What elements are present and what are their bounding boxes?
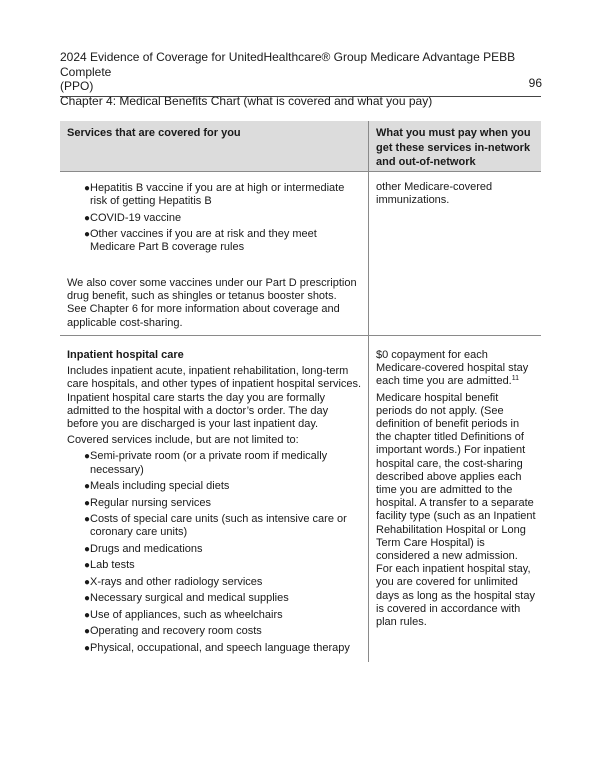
copayment-text: $0 copayment for each Medicare-covered hospital stay each time you are admitted.$^{11}$ xyxy=(376,349,529,388)
column-header-services: Services that are covered for you xyxy=(67,127,241,139)
page-header xyxy=(60,50,542,108)
document-title-continued: (PPO) xyxy=(60,79,94,93)
header-divider xyxy=(60,96,541,97)
benefits-table xyxy=(60,121,541,662)
list-item: ● Hepatitis B vaccine if you are at high or intermediate risk of getting Hepatitis B xyxy=(84,182,345,208)
list-item: ● Lab tests xyxy=(84,559,135,572)
footnote-marker: 11 xyxy=(511,375,520,383)
row2-services xyxy=(67,349,362,658)
list-item: ● Meals including special diets xyxy=(84,480,230,493)
table-header-row xyxy=(60,121,541,171)
inpatient-description: Includes inpatient acute, inpatient rehabilitation, long-term care hospitals, and other types of inpatient hospital services. Inpatient hospital care starts the day you are formally admitted to the hospital with a doctor’s order. The day before you are discharged is your last inpatient day. xyxy=(67,365,362,431)
covered-services-list xyxy=(84,450,362,655)
list-item: ● Other vaccines if you are at risk and they meet Medicare Part B coverage rules xyxy=(84,228,317,254)
document-title: 2024 Evidence of Coverage for UnitedHealthcare® Group Medicare Advantage PEBB Complete xyxy=(60,50,516,79)
list-item: ● COVID-19 vaccine xyxy=(84,211,182,224)
chapter-title: Chapter 4: Medical Benefits Chart (what is covered and what you pay) xyxy=(60,93,433,108)
list-item: ● Drugs and medications xyxy=(84,542,203,555)
list-item: ● Use of appliances, such as wheelchairs xyxy=(84,608,283,621)
list-item: ● Semi-private room (or a private room if medically necessary) xyxy=(84,450,328,476)
benefit-periods-text: Medicare hospital benefit periods do not apply. (See definition of benefit periods in the chapter titled Definitions of important words.) For inpatient hospital care, the cost-sharing described above applies each time you are admitted to the hospital. A transfer to a separate facility type (such as an Inpatient Rehabilitation Hospital or Long Term Care Hospital) is considered a new admission. For each inpatient hospital stay, you are covered for unlimited days as long as the hospital stay is covered in accordance with plan rules. xyxy=(376,391,536,629)
column-header-cost: What you must pay when you get these services in-network and out-of-network xyxy=(376,127,531,168)
list-item: ● Operating and recovery room costs xyxy=(84,625,262,638)
header-bottom-border xyxy=(60,171,541,172)
section-title: Inpatient hospital care xyxy=(67,349,184,361)
page-number: 96 xyxy=(528,76,542,90)
list-item: ● Necessary surgical and medical supplies xyxy=(84,592,289,605)
list-item: ● Physical, occupational, and speech language therapy xyxy=(84,641,350,654)
row-divider xyxy=(60,335,541,336)
row1-vaccine-note: We also cover some vaccines under our Part D prescription drug benefit, such as shingles or tetanus booster shots. See Chapter 6 for more information about coverage and applicable cost-sharing. xyxy=(67,277,357,329)
row2-cost xyxy=(376,349,536,629)
list-item: ● Costs of special care units (such as intensive care or coronary care units) xyxy=(84,513,347,539)
row1-services xyxy=(84,182,364,258)
row1-cost: other Medicare-covered immunizations. xyxy=(376,181,493,207)
list-item: ● X-rays and other radiology services xyxy=(84,575,263,588)
covered-services-intro: Covered services include, but are not limited to: xyxy=(67,434,299,447)
column-divider xyxy=(368,121,369,662)
list-item: ● Regular nursing services xyxy=(84,496,212,509)
